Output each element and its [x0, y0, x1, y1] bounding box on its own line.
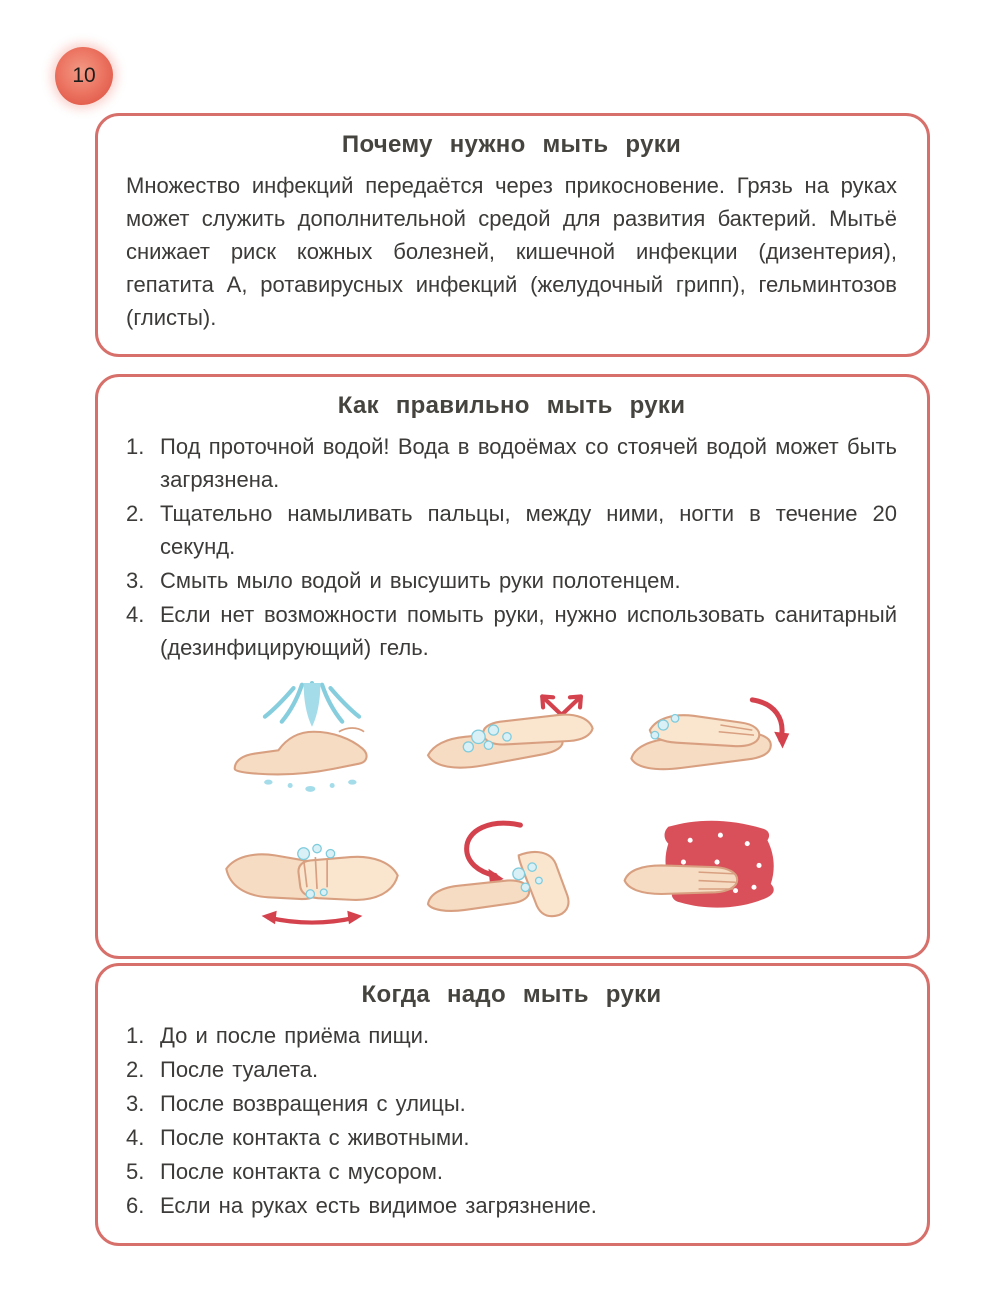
list-item — [126, 1189, 897, 1222]
dry-with-towel-illustration — [619, 810, 805, 936]
when-list — [126, 1019, 897, 1222]
list-item-number: 5. — [126, 1159, 145, 1184]
list-item-number: 2. — [126, 501, 145, 526]
page-number-badge — [55, 47, 113, 105]
list-item-text: После контакта с мусором. — [160, 1159, 444, 1184]
list-item — [126, 1053, 897, 1086]
list-item-text: Если нет возможности помыть руки, нужно использовать санитарный (дезинфицирующий) гель. — [160, 602, 897, 660]
list-item-text: Смыть мыло водой и высушить руки полотенцем. — [160, 568, 681, 593]
page-number: 10 — [72, 64, 96, 87]
list-item-text: После возвращения с улицы. — [160, 1091, 466, 1116]
list-item — [126, 430, 897, 496]
list-item-number: 3. — [126, 568, 145, 593]
list-item-text: Если на руках есть видимое загрязнение. — [160, 1193, 597, 1218]
list-item — [126, 1121, 897, 1154]
section-when-wash — [95, 963, 930, 1246]
list-item-number: 1. — [126, 434, 145, 459]
section-why-wash — [95, 113, 930, 357]
rotate-and-scrub-thumb-illustration — [419, 810, 605, 936]
section-why-body: Множество инфекций передаётся через прикосновение. Грязь на руках может служить дополнительной средой для развития бактерий. Мытьё снижает риск кожных болезней, кишечной инфекции (дизентерия), гепатита А, ротавирусных инфекций (желудочный грипп), гельминтозов (глисты). — [126, 173, 897, 330]
list-item-text: Под проточной водой! Вода в водоёмах со стоячей водой может быть загрязнена. — [160, 434, 897, 492]
list-item-text: Тщательно намыливать пальцы, между ними, ногти в течение 20 секунд. — [160, 501, 897, 559]
interlace-fingers-illustration — [219, 810, 405, 936]
list-item — [126, 1155, 897, 1188]
rinse-under-running-water-illustration — [219, 678, 405, 804]
lather-palms-illustration — [419, 678, 605, 804]
section-how-title: Как правильно мыть руки — [337, 392, 686, 419]
list-item-text: После туалета. — [160, 1057, 319, 1082]
section-why-title: Почему нужно мыть руки — [341, 131, 682, 158]
list-item — [126, 598, 897, 664]
list-item — [126, 1019, 897, 1052]
list-item-number: 2. — [126, 1057, 145, 1082]
section-when-title: Когда надо мыть руки — [361, 981, 662, 1008]
list-item-number: 4. — [126, 1125, 145, 1150]
list-item-number: 1. — [126, 1023, 145, 1048]
list-item-text: До и после приёма пищи. — [160, 1023, 430, 1048]
list-item-text: После контакта с животными. — [160, 1125, 470, 1150]
list-item — [126, 1087, 897, 1120]
list-item-number: 4. — [126, 602, 145, 627]
illustration-grid — [126, 678, 897, 936]
scrub-back-of-hand-illustration — [619, 678, 805, 804]
list-item — [126, 564, 897, 597]
list-item-number: 6. — [126, 1193, 145, 1218]
how-steps-list — [126, 430, 897, 664]
list-item — [126, 497, 897, 563]
list-item-number: 3. — [126, 1091, 145, 1116]
section-how-wash — [95, 374, 930, 959]
